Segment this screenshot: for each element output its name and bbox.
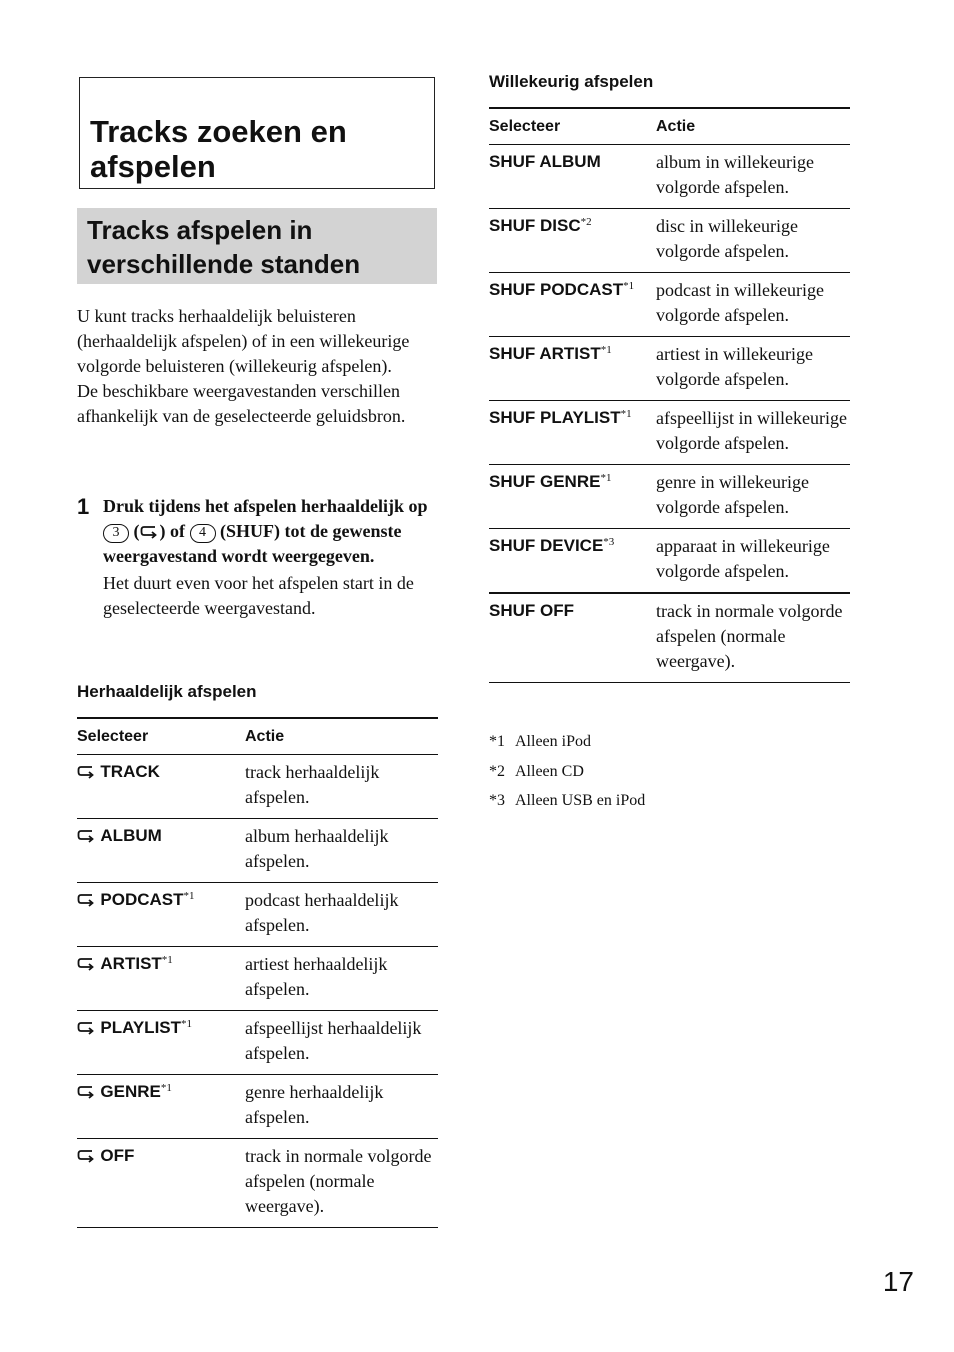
table-header-row [489,108,850,145]
mode-action: podcast in willekeurige volgorde afspelen. [656,273,850,337]
intro-paragraph: U kunt tracks herhaaldelijk beluisteren (herhaaldelijk afspelen) of in een willekeurige volgorde beluisteren (willekeurig afspelen). [77,306,410,376]
mode-label: GENRE [100,1082,161,1101]
mode-label: SHUF PLAYLIST [489,408,621,427]
table-row [489,337,850,401]
footnote-marker: *1 [620,408,632,420]
mode-select-cell [77,755,245,819]
table-row [77,819,438,883]
mode-action: apparaat in willekeurige volgorde afspelen. [656,529,850,594]
footnote-marker: *1 [181,1018,193,1030]
shuffle-section-title: Willekeurig afspelen [489,72,654,91]
mode-label: SHUF DISC [489,216,581,235]
mode-select-cell [77,819,245,883]
mode-action: genre in willekeurige volgorde afspelen. [656,465,850,529]
mode-label: TRACK [100,762,160,781]
mode-action: disc in willekeurige volgorde afspelen. [656,209,850,273]
table-row [77,947,438,1011]
intro-paragraph: De beschikbare weergavestanden verschillen afhankelijk van de geselecteerde geluidsbron. [77,381,406,426]
footnote-marker: *1 [600,472,612,484]
footnote [489,786,645,816]
header-select: Selecteer [489,108,656,145]
title-box [79,77,435,189]
repeat-icon [77,893,97,907]
intro-text [77,304,437,429]
footnote-mark: *1 [489,733,505,750]
section-heading: Tracks afspelen in verschillende standen [87,215,361,279]
mode-select-cell [77,883,245,947]
mode-action: podcast herhaaldelijk afspelen. [245,883,438,947]
header-action: Actie [245,718,438,755]
instruction-text: Druk tijdens het afspelen herhaaldelijk op [103,496,428,516]
table-row [77,1075,438,1139]
table-row [489,273,850,337]
footnote-text: Alleen CD [515,762,584,780]
step-1 [77,494,439,621]
mode-label: ALBUM [100,826,162,845]
mode-select-cell [489,337,656,401]
footnote-mark: *2 [489,762,505,780]
page-title: Tracks zoeken en afspelen [90,114,347,184]
mode-select-cell [489,145,656,209]
paren-close: ) [159,521,166,541]
shuffle-table [489,107,850,683]
mode-select-cell [489,401,656,465]
mode-select-cell [489,209,656,273]
mode-select-cell [77,1011,245,1075]
header-action: Actie [656,108,850,145]
footnote-text: Alleen USB en iPod [515,792,646,809]
footnote-marker: *1 [183,890,195,902]
table-row [77,1139,438,1228]
footnote-marker: *2 [580,216,592,228]
mode-action: track in normale volgorde afspelen (normale weergave). [245,1139,438,1228]
mode-action: afspeellijst herhaaldelijk afspelen. [245,1011,438,1075]
footnote-marker: *1 [623,280,635,292]
footnote-marker: *1 [600,344,612,356]
footnote-text: Alleen iPod [515,733,591,750]
section-heading-box [77,208,437,284]
paren-open: ( [133,521,140,541]
mode-select-cell [489,593,656,683]
mode-action: track in normale volgorde afspelen (normale weergave). [656,593,850,683]
mode-action: artiest herhaaldelijk afspelen. [245,947,438,1011]
repeat-icon [77,1149,97,1163]
mode-label: SHUF GENRE [489,472,601,491]
mode-select-cell [77,947,245,1011]
footnote [489,727,645,757]
table-row [77,883,438,947]
repeat-icon [77,1021,97,1035]
mode-action: afspeellijst in willekeurige volgorde afspelen. [656,401,850,465]
mode-action: artiest in willekeurige volgorde afspelen. [656,337,850,401]
button-3-label: 3 [103,524,129,543]
mode-label: OFF [100,1146,135,1165]
table-row [77,755,438,819]
mode-action: album in willekeurige volgorde afspelen. [656,145,850,209]
mode-action: track herhaaldelijk afspelen. [245,755,438,819]
page-number: 17 [882,1266,914,1297]
footnote-marker: *1 [160,1082,172,1094]
instruction-text-2: (SHUF) tot de gewenste weergavestand wordt weergegeven. [103,521,402,566]
mode-label: SHUF OFF [489,601,574,620]
table-row [489,145,850,209]
table-header-row [77,718,438,755]
header-select: Selecteer [77,718,245,755]
repeat-icon [77,957,97,971]
repeat-table [77,717,438,1228]
mode-select-cell [489,273,656,337]
table-row [489,593,850,683]
mode-label: SHUF DEVICE [489,536,604,555]
mode-label: PODCAST [100,890,184,909]
mode-select-cell [77,1075,245,1139]
mode-action: genre herhaaldelijk afspelen. [245,1075,438,1139]
table-row [77,1011,438,1075]
footnote [489,757,645,787]
table-row [489,529,850,594]
mode-label: ARTIST [100,954,162,973]
repeat-section-title: Herhaaldelijk afspelen [77,682,257,701]
table-row [489,465,850,529]
table-row [489,209,850,273]
mode-label: SHUF PODCAST [489,280,624,299]
mode-label: SHUF ALBUM [489,152,601,171]
mode-action: album herhaaldelijk afspelen. [245,819,438,883]
footnotes [489,727,645,816]
step-note: Het duurt even voor het afspelen start in de geselecteerde weergavestand. [103,573,414,618]
footnote-marker: *3 [603,536,615,548]
mode-select-cell [77,1139,245,1228]
mode-select-cell [489,529,656,594]
repeat-icon [140,525,160,539]
repeat-icon [77,1085,97,1099]
repeat-icon [77,765,97,779]
mode-label: SHUF ARTIST [489,344,601,363]
footnote-marker: *1 [161,954,173,966]
step-instruction [103,494,439,569]
button-4-label: 4 [190,524,216,543]
mode-label: PLAYLIST [100,1018,182,1037]
mode-select-cell [489,465,656,529]
footnote-mark: *3 [489,792,505,809]
step-number: 1 [77,494,90,519]
connector-text: of [170,521,185,541]
repeat-icon [77,829,97,843]
table-row [489,401,850,465]
